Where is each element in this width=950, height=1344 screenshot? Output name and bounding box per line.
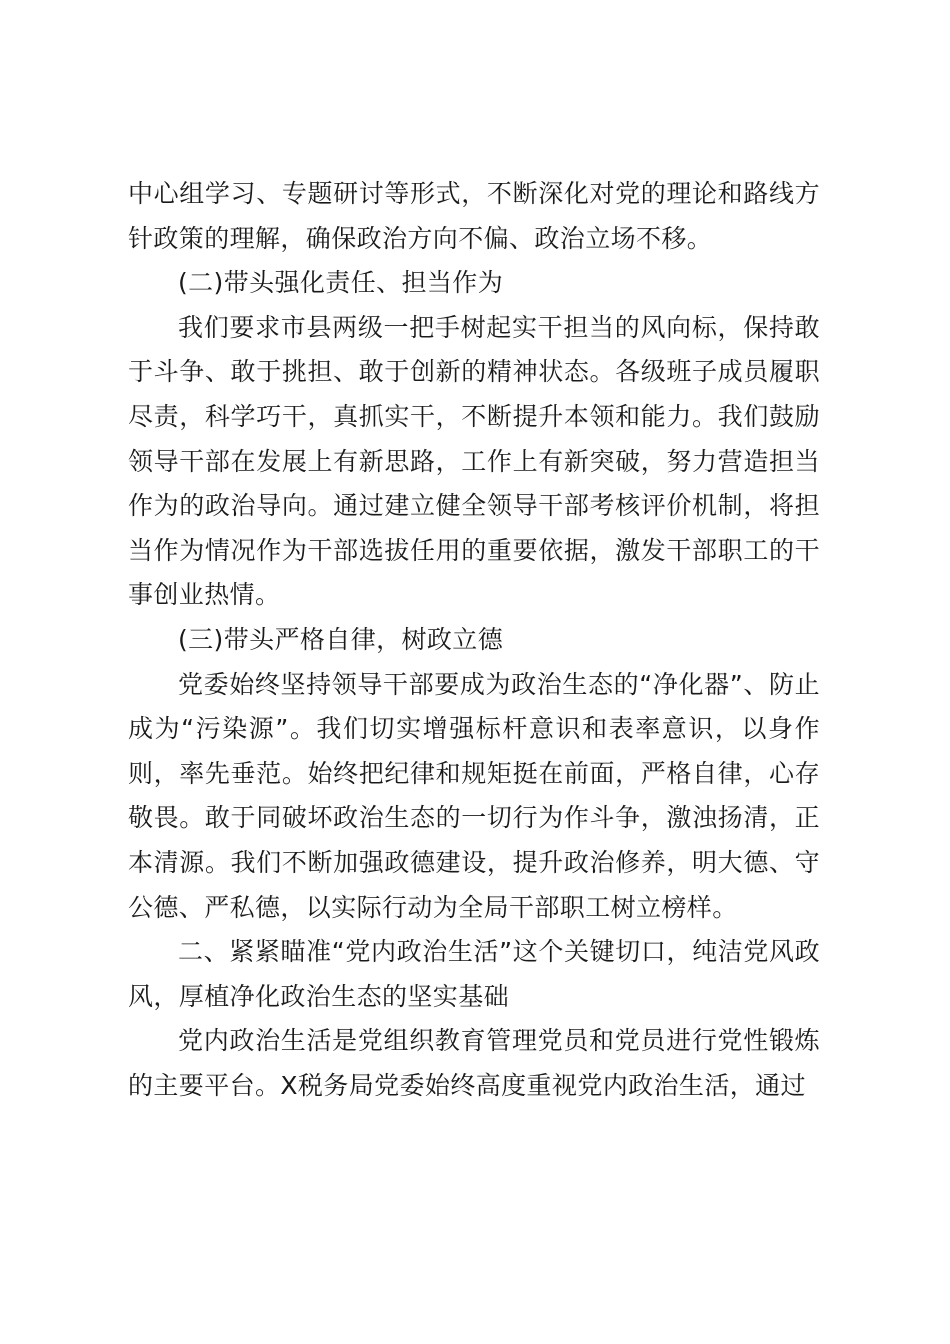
document-body	[128, 172, 820, 1108]
paragraph-self-discipline: 党委始终坚持领导干部要成为政治生态的“净化器”、防止成为“污染源”。我们切实增强标杆意识和表率意识，以身作则，率先垂范。始终把纪律和规矩挺在前面，严格自律，心存敬畏。敢于同破坏政治生态的一切行为作斗争，激浊扬清，正本清源。我们不断加强政德建设，提升政治修养，明大德、守公德、严私德，以实际行动为全局干部职工树立榜样。	[128, 669, 820, 922]
paragraph-continuation: 中心组学习、专题研讨等形式，不断深化对党的理论和路线方针政策的理解，确保政治方向不偏、政治立场不移。	[128, 179, 820, 253]
section-heading-3: (三)带头严格自律，树政立德	[178, 624, 504, 654]
chapter-heading-2: 二、紧紧瞄准“党内政治生活”这个关键切口，纯洁党风政风，厚植净化政治生态的坚实基础	[128, 937, 820, 1011]
section-heading-2: (二)带头强化责任、担当作为	[178, 268, 504, 298]
paragraph-responsibility: 我们要求市县两级一把手树起实干担当的风向标，保持敢于斗争、敢于挑担、敢于创新的精神状态。各级班子成员履职尽责，科学巧干，真抓实干，不断提升本领和能力。我们鼓励领导干部在发展上有新思路，工作上有新突破，努力营造担当作为的政治导向。通过建立健全领导干部考核评价机制，将担当作为情况作为干部选拔任用的重要依据，激发干部职工的干事创业热情。	[128, 312, 820, 610]
paragraph-party-life: 党内政治生活是党组织教育管理党员和党员进行党性锻炼的主要平台。X税务局党委始终高度重视党内政治生活，通过	[128, 1026, 820, 1100]
